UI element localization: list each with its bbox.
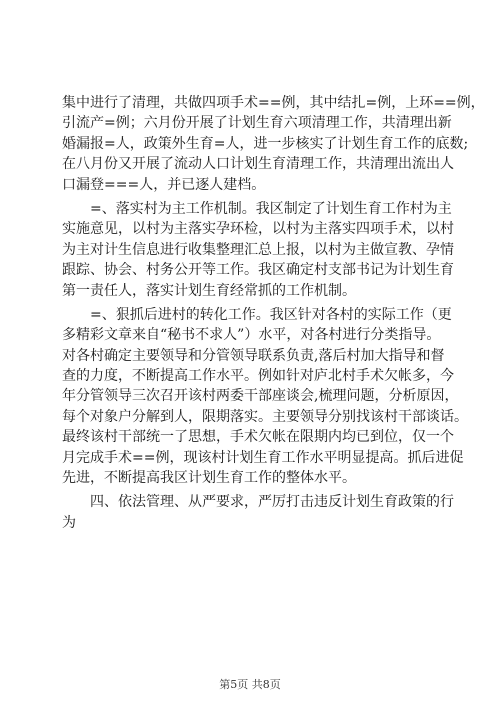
text-line: 四、依法管理、从严要求，严厉打击违反计划生育政策的行	[62, 494, 454, 511]
text-line: 多精彩文章来自“秘书不求人”）水平，对各村进行分类指导。	[62, 327, 441, 344]
text-line: 先进，不断提高我区计划生育工作的整体水平。	[62, 470, 356, 487]
page-footer: 第5页 共8页	[219, 678, 281, 691]
text-line: 为	[62, 514, 76, 531]
document-body	[62, 93, 485, 533]
paragraph	[62, 492, 454, 533]
paragraph	[62, 305, 468, 489]
paragraph	[62, 93, 485, 195]
paragraph	[62, 199, 454, 301]
text-line: 引流产=例；六月份开展了计划生育六项清理工作，共清理出新	[62, 115, 452, 132]
text-line: 第一责任人，落实计划生育经常抓的工作机制。	[62, 282, 356, 299]
text-line: 查的力度，不断提高工作水平。例如针对庐北村手术欠帐多，今	[62, 368, 454, 385]
text-line: =、狠抓后进村的转化工作。我区针对各村的实际工作（更	[62, 306, 452, 323]
text-line: 实施意见，以村为主落实孕环检，以村为主落实四项手术，以村	[62, 221, 454, 238]
text-line: 集中进行了清理，共做四项手术==例，其中结扎=例，上环==例，	[62, 95, 485, 111]
text-line: 月完成手术==例，现该村计划生育工作水平明显提高。抓后进促	[62, 449, 464, 466]
text-line: 年分管领导三次召开该村两委干部座谈会,梳理问题，分析原因，	[62, 388, 459, 405]
text-line: 在八月份又开展了流动人口计划生育清理工作，共清理出流出人	[62, 156, 454, 173]
text-line: 对各村确定主要领导和分管领导联系负责,落后村加大指导和督	[62, 347, 445, 364]
text-line: 最终该村干部统一了思想，手术欠帐在限期内均已到位，仅一个	[62, 429, 454, 446]
text-line: 婚漏报=人，政策外生育=人，进一步核实了计划生育工作的底数;	[62, 135, 469, 152]
text-line: =、落实村为主工作机制。我区制定了计划生育工作村为主	[62, 200, 452, 217]
text-line: 口漏登===人，并已逐人建档。	[62, 176, 266, 193]
text-line: 每个对象户分解到人，限期落实。主要领导分别找该村干部谈话。	[62, 408, 468, 425]
text-line: 为主对计生信息进行收集整理汇总上报，以村为主做宣教、孕情	[62, 241, 454, 258]
text-line: 跟踪、协会、村务公开等工作。我区确定村支部书记为计划生育	[62, 262, 454, 279]
